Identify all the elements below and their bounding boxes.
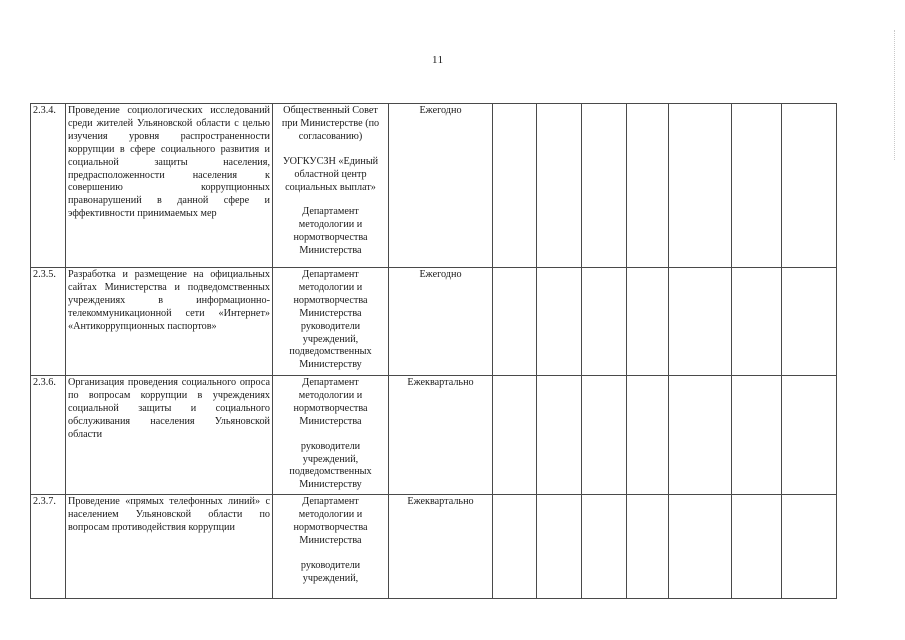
measure-text: Организация проведения социального опроса по вопросам коррупции в учреждениях социальной защиты и социального обслуживания населения Ульяновской области <box>68 377 270 440</box>
empty-cell <box>627 495 669 599</box>
empty-cell <box>669 104 732 268</box>
executors-cell <box>273 268 389 376</box>
empty-cell <box>782 268 837 376</box>
measure-description <box>66 104 273 268</box>
executor: Департамент методологии и нормотворчества Министерства <box>293 206 368 257</box>
row-number: 2.3.5. <box>31 268 66 376</box>
executors-cell <box>273 376 389 495</box>
empty-cell <box>493 495 537 599</box>
empty-cell <box>582 495 627 599</box>
measure-text: Разработка и размещение на официальных сайтах Министерства и подведомственных учреждениях в информационно-телекоммуникационной сети «Интернет» «Антикоррупционных паспортов» <box>68 269 270 332</box>
empty-cell <box>669 376 732 495</box>
table-row <box>31 268 837 376</box>
term-cell: Ежеквартально <box>389 495 493 599</box>
table-row <box>31 376 837 495</box>
empty-cell <box>669 268 732 376</box>
empty-cell <box>732 495 782 599</box>
executor: Департамент методологии и нормотворчества Министерства <box>293 269 368 319</box>
empty-cell <box>732 104 782 268</box>
empty-cell <box>732 376 782 495</box>
empty-cell <box>582 376 627 495</box>
empty-cell <box>493 104 537 268</box>
empty-cell <box>493 376 537 495</box>
empty-cell <box>782 495 837 599</box>
executor: руководители учреждений, <box>300 559 361 584</box>
empty-cell <box>627 376 669 495</box>
row-number: 2.3.6. <box>31 376 66 495</box>
measure-description <box>66 268 273 376</box>
empty-cell <box>537 268 582 376</box>
empty-cell <box>582 104 627 268</box>
empty-cell <box>493 268 537 376</box>
term-cell: Ежеквартально <box>389 376 493 495</box>
scan-edge-marks <box>894 30 897 160</box>
measure-description <box>66 495 273 599</box>
measure-description <box>66 376 273 495</box>
executors-cell <box>273 104 389 268</box>
empty-cell <box>782 376 837 495</box>
row-number: 2.3.4. <box>31 104 66 268</box>
empty-cell <box>782 104 837 268</box>
executor: руководители учреждений, подведомственных Министерству <box>289 320 372 371</box>
row-number: 2.3.7. <box>31 495 66 599</box>
empty-cell <box>537 376 582 495</box>
measures-table <box>30 103 837 599</box>
executors-cell <box>273 495 389 599</box>
empty-cell <box>537 104 582 268</box>
empty-cell <box>732 268 782 376</box>
empty-cell <box>582 268 627 376</box>
measure-text: Проведение социологических исследований среди жителей Ульяновской области с целью изучения уровня распространенности коррупции в сфере социального развития и социальной защиты населения, предрасположенности населения к совершению коррупционных правонарушений в данной сфере и эффективности принимаемых мер <box>68 105 270 220</box>
empty-cell <box>627 104 669 268</box>
executor: УОГКУСЗН «Единый областной центр социальных выплат» <box>282 155 379 193</box>
table-row <box>31 495 837 599</box>
executor: руководители учреждений, подведомственных Министерству <box>289 440 372 491</box>
term-cell: Ежегодно <box>389 268 493 376</box>
table-row <box>31 104 837 268</box>
executor: Общественный Совет при Министерстве (по согласованию) <box>281 105 380 142</box>
page-number: 11 <box>432 54 444 66</box>
executor: Департамент методологии и нормотворчества Министерства <box>293 377 368 427</box>
empty-cell <box>669 495 732 599</box>
empty-cell <box>627 268 669 376</box>
measure-text: Проведение «прямых телефонных линий» с населением Ульяновской области по вопросам противодействия коррупции <box>68 496 270 534</box>
empty-cell <box>537 495 582 599</box>
executor: Департамент методологии и нормотворчества Министерства <box>293 496 368 546</box>
term-cell: Ежегодно <box>389 104 493 268</box>
